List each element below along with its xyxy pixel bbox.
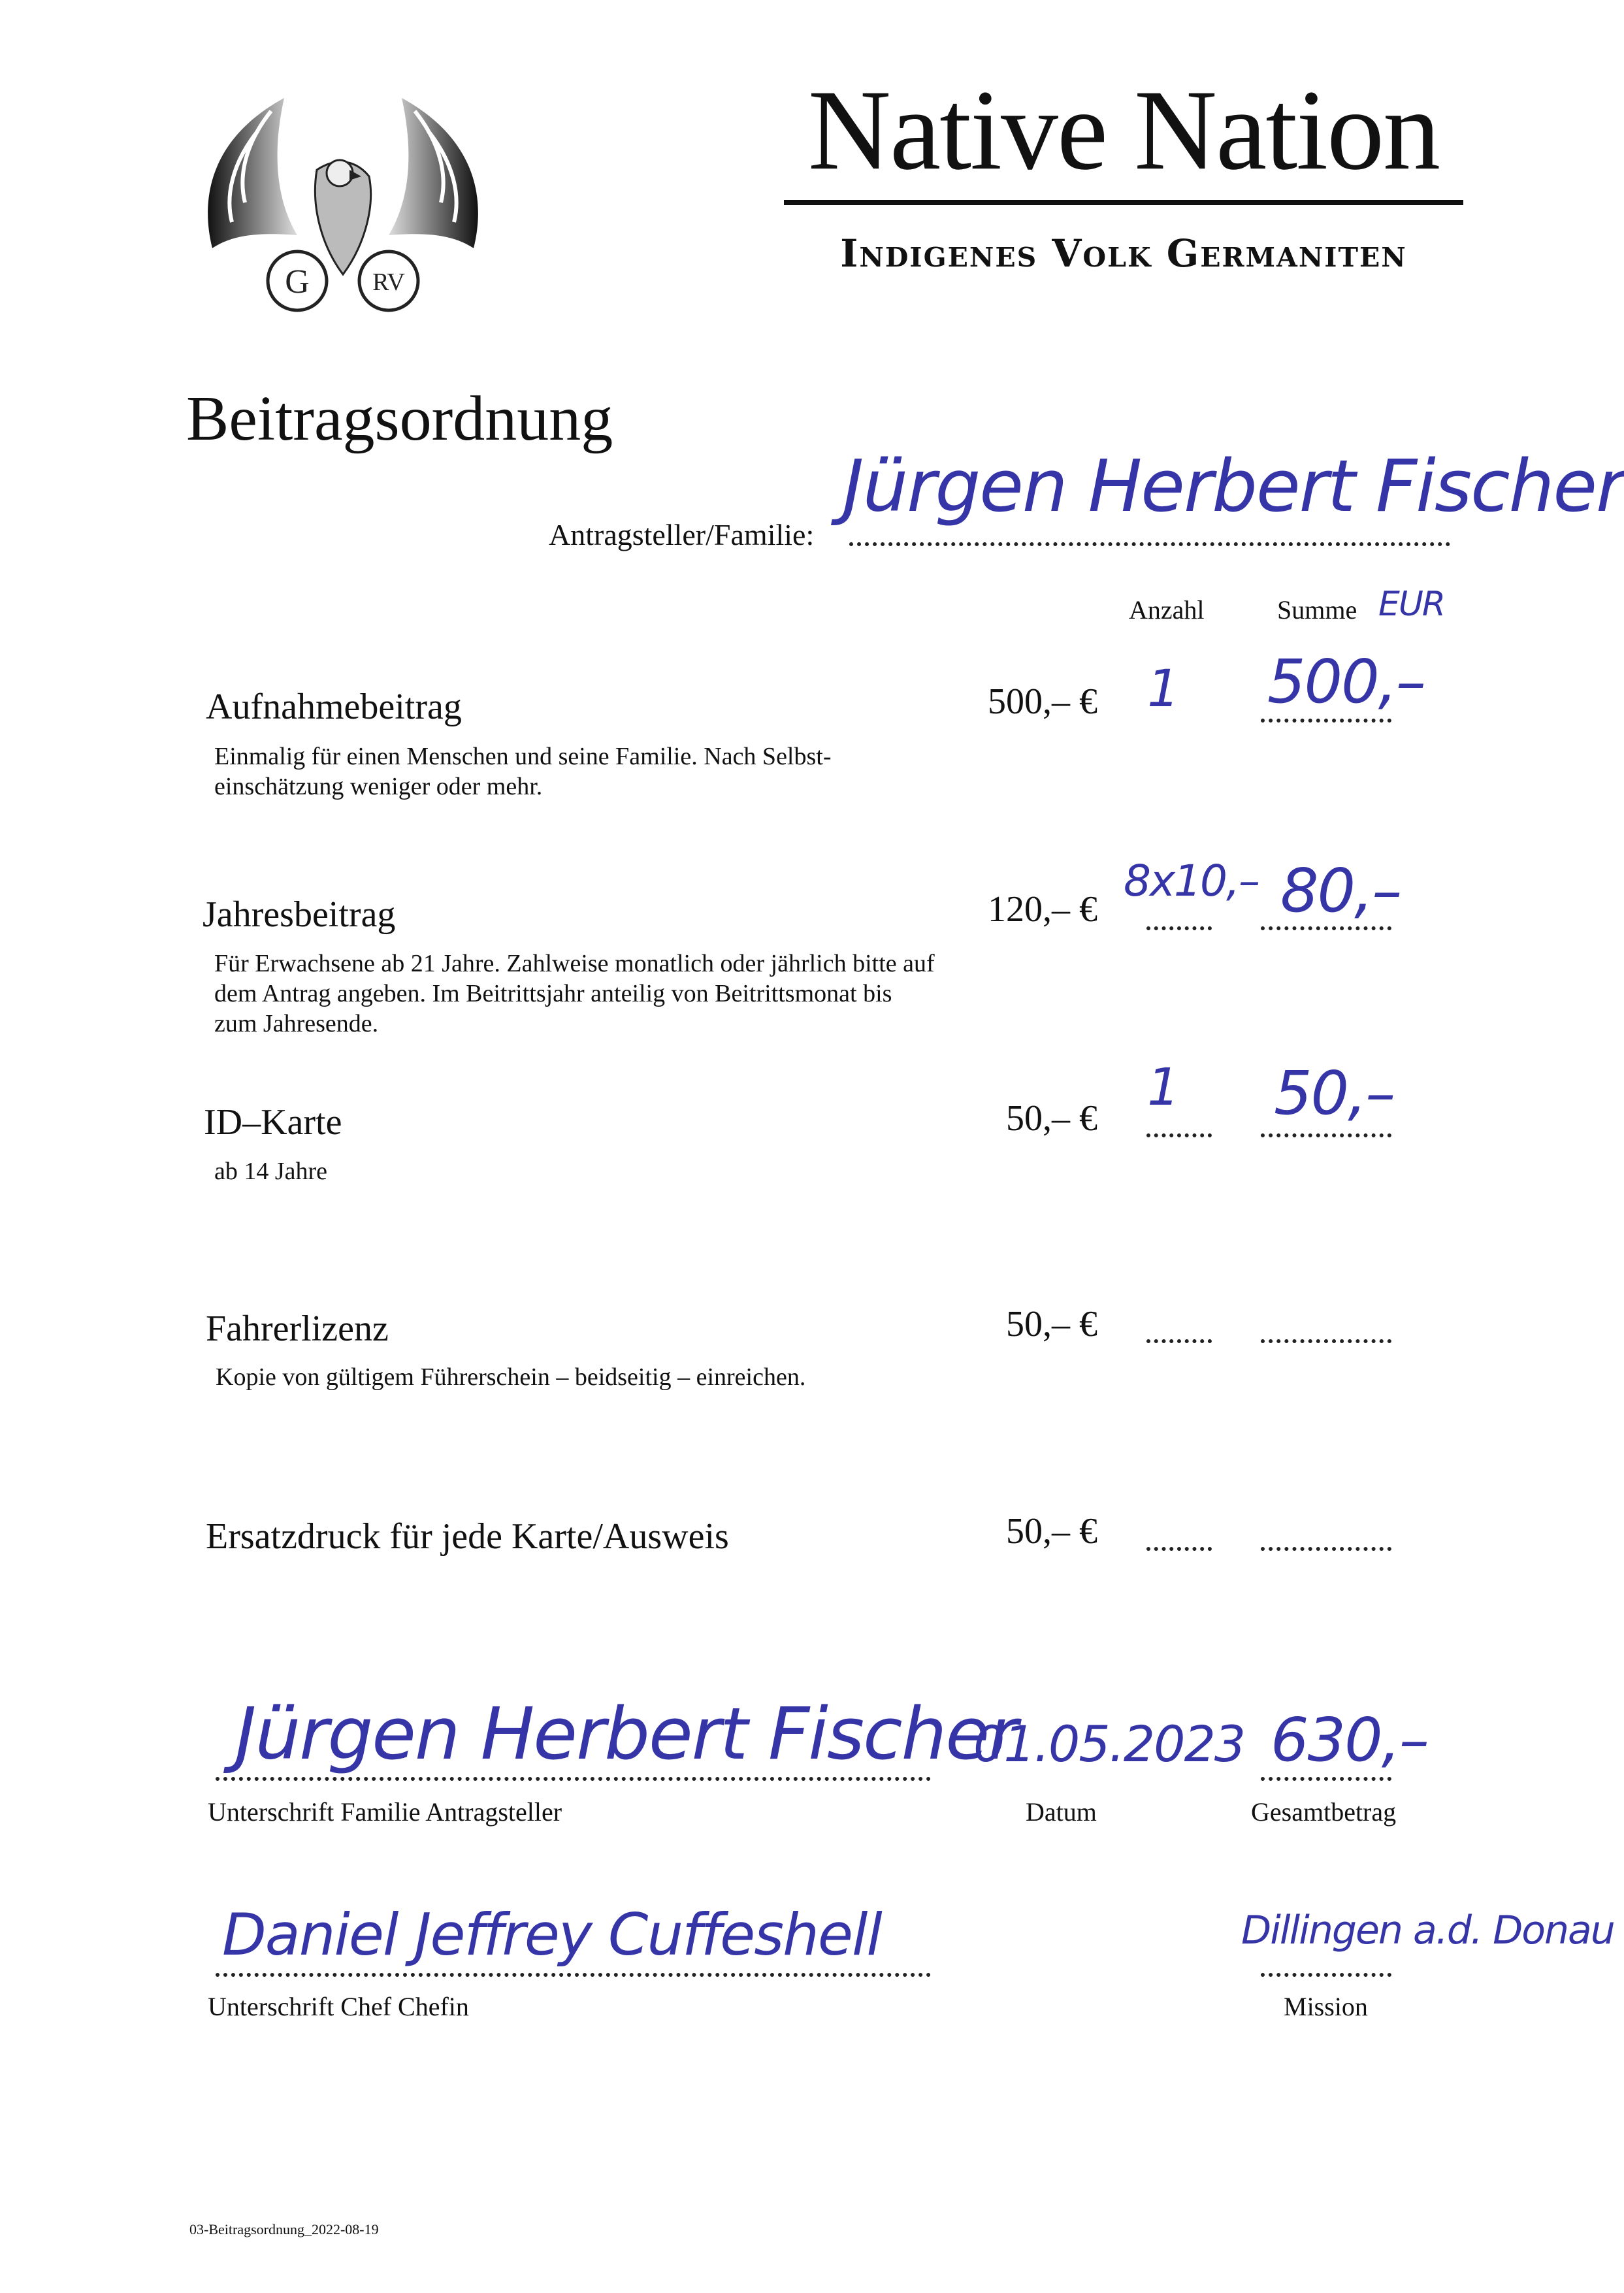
applicant-label: Antragsteller/Familie: [549, 518, 815, 551]
item-count-dotted-line [1146, 920, 1212, 930]
item-title: ID–Karte [204, 1102, 342, 1143]
chief-signature: Daniel Jeffrey Cuffeshell [222, 1901, 881, 1968]
applicant-handwritten-name: Jürgen Herbert Fischer [843, 444, 1624, 528]
file-reference: 03-Beitragsordnung_2022-08-19 [189, 2221, 379, 2237]
svg-text:G: G [285, 263, 310, 301]
mission-label: Mission [1284, 1992, 1368, 2021]
item-price: 50,– € [1006, 1511, 1097, 1552]
date-handwritten: 01.05.2023 [973, 1715, 1245, 1773]
item-sum-dotted-line [1261, 1127, 1391, 1137]
item-sum-handwritten: 50,– [1274, 1058, 1395, 1128]
document-title: Beitragsordnung [186, 383, 613, 454]
item-title: Fahrerlizenz [206, 1309, 389, 1349]
item-price: 120,– € [988, 889, 1097, 930]
item-title: Jahresbeitrag [203, 894, 396, 935]
chief-signature-label: Unterschrift Chef Chefin [208, 1992, 469, 2021]
column-sum-label: Summe [1277, 595, 1357, 625]
date-label: Datum [1026, 1797, 1097, 1827]
total-handwritten: 630,– [1271, 1705, 1428, 1775]
brand-subtitle: Indigenes Volk Germaniten [840, 231, 1407, 276]
item-description: ab 14 Jahre [214, 1158, 328, 1185]
brand-divider [784, 200, 1463, 205]
mission-dotted-line [1261, 1966, 1391, 1977]
currency-handwritten: EUR [1378, 585, 1445, 624]
column-count-label: Anzahl [1129, 595, 1205, 625]
item-sum-dotted-line [1261, 1540, 1391, 1551]
total-label: Gesamtbetrag [1251, 1797, 1397, 1827]
mission-handwritten: Dillingen a.d. Donau [1241, 1908, 1614, 1953]
brand-title: Native Nation [807, 67, 1440, 194]
item-count-dotted-line [1146, 1540, 1212, 1551]
applicant-signature-label: Unterschrift Familie Antragsteller [208, 1797, 562, 1827]
item-count-handwritten: 1 [1147, 660, 1178, 719]
item-price: 500,– € [988, 681, 1097, 722]
eagle-logo [186, 85, 500, 333]
item-sum-dotted-line [1261, 1333, 1391, 1343]
svg-text:RV: RV [372, 268, 405, 296]
item-description: Einmalig für einen Menschen und seine Familie. Nach Selbst-einschätzung weniger oder mehr. [214, 743, 832, 800]
item-title: Ersatzdruck für jede Karte/Ausweis [206, 1516, 729, 1557]
item-count-handwritten: 8x10,– [1124, 856, 1259, 906]
item-price: 50,– € [1006, 1304, 1097, 1344]
item-title: Aufnahmebeitrag [206, 687, 462, 727]
item-count-handwritten: 1 [1147, 1058, 1178, 1117]
brand-block [784, 65, 1463, 276]
item-description: Für Erwachsene ab 21 Jahre. Zahlweise monatlich oder jährlich bitte auf dem Antrag angeben. Im Beitrittsjahr anteilig von Beitrittsmonat bis zum Jahresende. [214, 950, 935, 1037]
item-count-dotted-line [1146, 1333, 1212, 1343]
item-description: Kopie von gültigem Führerschein – beidseitig – einreichen. [216, 1363, 806, 1391]
item-count-dotted-line [1146, 1127, 1212, 1137]
item-price: 50,– € [1006, 1098, 1097, 1139]
item-sum-handwritten: 80,– [1280, 856, 1401, 926]
applicant-signature: Jürgen Herbert Fischer [235, 1692, 1017, 1776]
item-sum-handwritten: 500,– [1267, 647, 1425, 717]
